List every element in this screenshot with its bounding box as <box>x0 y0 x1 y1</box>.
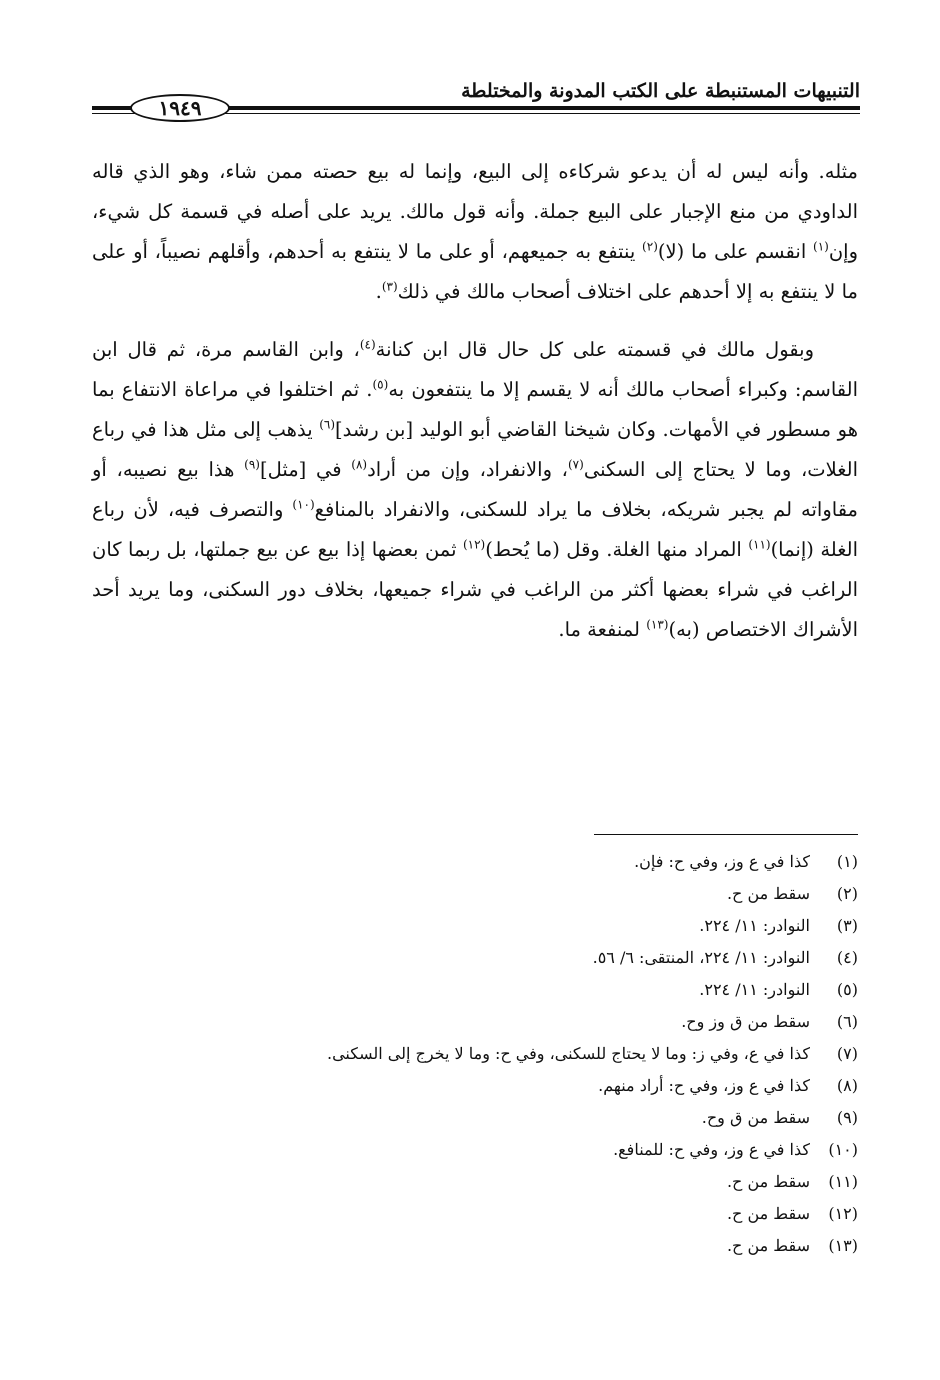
paragraph-1 <box>92 152 858 312</box>
footnote-text: سقط من ح. <box>726 1172 810 1191</box>
footnote-item <box>92 1102 858 1134</box>
footnote-number: (٣) <box>836 916 858 935</box>
footnote-ref: (٦) <box>319 417 336 432</box>
footnote-item <box>92 1230 858 1262</box>
footnote-ref: (١) <box>813 239 829 254</box>
footnote-number: (٤) <box>836 948 858 967</box>
footnote-ref: (١٣) <box>646 617 669 632</box>
running-header <box>92 74 860 130</box>
text-run: ، والانفراد، وإن من أراد <box>367 458 568 481</box>
text-run: ثمن بعضها إذا بيع عن بيع جملتها، بل ربما كان الراغب في شراء بعضها أكثر من الراغب في شراء جميعها، بخلاف دور السكنى، وما يريد أحد الأشراك الاختصاص (به) <box>92 538 858 641</box>
footnote-item <box>92 1006 858 1038</box>
footnote-ref: (١١) <box>748 537 771 552</box>
text-run: ، وابن القاسم مرة، ثم قال ابن القاسم: وكبراء أصحاب مالك أنه لا يقسم إلا ما ينتفعون به <box>92 338 858 401</box>
footnote-text: كذا في ع، وفي ز: وما لا يحتاج للسكنى، وفي ح: وما لا يخرج إلى السكنى. <box>327 1044 810 1063</box>
footnote-item <box>92 1166 858 1198</box>
main-text <box>92 152 858 650</box>
text-run: . ثم اختلفوا في مراعاة الانتفاع بما هو مسطور في الأمهات. وكان شيخنا القاضي أبو الوليد [بن رشد] <box>92 378 858 441</box>
footnote-number: (١٠) <box>828 1140 858 1159</box>
footnote-item <box>92 1038 858 1070</box>
text-run: . <box>375 280 382 303</box>
footnote-item <box>92 878 858 910</box>
footnote-text: سقط من ح. <box>726 884 810 903</box>
footnote-text: سقط من ق وح. <box>701 1108 810 1127</box>
footnote-text: كذا في ع وز، وفي ح: للمنافع. <box>613 1140 810 1159</box>
footnote-ref: (٢) <box>642 239 658 254</box>
text-run: والتصرف فيه، لأن رباع الغلة (إنما) <box>92 498 858 561</box>
footnote-separator <box>594 834 858 835</box>
footnote-number: (١) <box>836 852 858 871</box>
footnote-ref: (٣) <box>381 279 398 294</box>
footnote-number: (٩) <box>836 1108 858 1127</box>
footnotes-list <box>92 846 858 1262</box>
footnote-number: (٨) <box>836 1076 858 1095</box>
footnote-number: (١٣) <box>828 1236 858 1255</box>
paragraph-2 <box>92 330 858 650</box>
footnote-text: سقط من ق وز وح. <box>681 1012 810 1031</box>
text-run: مثله. وأنه ليس له أن يدعو شركاءه إلى البيع، وإنما له بيع حصته ممن شاء، وهو الذي قاله الداودي من منع الإجبار على البيع جملة. وأنه قول مالك. يريد على أصله في قسمة كل شيء، وإن <box>92 160 859 263</box>
footnote-item <box>92 942 858 974</box>
footnote-number: (١٢) <box>828 1204 858 1223</box>
footnote-item <box>92 1070 858 1102</box>
text-run: وبقول مالك في قسمته على كل حال قال ابن كنانة <box>375 338 814 361</box>
footnote-text: النوادر: ١١/ ٢٢٤، المنتقى: ٦/ ٥٦. <box>592 948 810 967</box>
text-run: المراد منها الغلة. وقل (ما يُحط) <box>485 538 749 561</box>
footnote-text: سقط من ح. <box>726 1236 810 1255</box>
footnote-ref: (٨) <box>351 457 368 472</box>
footnote-ref: (٥) <box>372 377 389 392</box>
footnote-ref: (٤) <box>359 337 376 352</box>
text-run: ينتفع به جميعهم، أو على ما لا ينتفع به أحدهم، وأقلهم نصيباً، أو على ما لا ينتفع به إلا أحدهم على اختلاف أصحاب مالك في ذلك <box>92 240 858 303</box>
footnote-ref: (١٢) <box>462 537 486 552</box>
footnote-text: كذا في ع وز، وفي ح: أراد منهم. <box>598 1076 810 1095</box>
text-run: لمنفعة ما. <box>558 618 647 641</box>
footnote-number: (٥) <box>836 980 858 999</box>
text-run: انقسم على ما (لا) <box>657 240 814 263</box>
footnote-item <box>92 1134 858 1166</box>
footnote-text: كذا في ع وز، وفي ح: فإن. <box>634 852 810 871</box>
footnote-number: (١١) <box>828 1172 858 1191</box>
footnote-text: النوادر: ١١/ ٢٢٤. <box>699 980 810 999</box>
page-number-badge: ١٩٤٩ <box>130 94 230 122</box>
footnote-text: سقط من ح. <box>726 1204 810 1223</box>
footnote-number: (٧) <box>836 1044 858 1063</box>
footnote-item <box>92 974 858 1006</box>
footnote-ref: (١٠) <box>292 497 315 512</box>
header-title: التنبيهات المستنبطة على الكتب المدونة والمختلطة <box>461 80 860 102</box>
text-run: هذا بيع نصيبه، أو مقاواته لم يجبر شريكه، بخلاف ما يراد للسكنى، والانفراد بالمنافع <box>92 458 858 521</box>
text-run: في [مثل] <box>259 458 352 481</box>
footnote-number: (٦) <box>836 1012 858 1031</box>
footnote-item <box>92 1198 858 1230</box>
footnote-item <box>92 910 858 942</box>
footnote-ref: (٧) <box>567 457 584 472</box>
footnote-number: (٢) <box>836 884 858 903</box>
text-run: يذهب إلى مثل هذا في رباع الغلات، وما لا يحتاج إلى السكنى <box>92 418 859 481</box>
footnote-item <box>92 846 858 878</box>
footnote-text: النوادر: ١١/ ٢٢٤. <box>699 916 810 935</box>
footnote-ref: (٩) <box>244 457 260 472</box>
